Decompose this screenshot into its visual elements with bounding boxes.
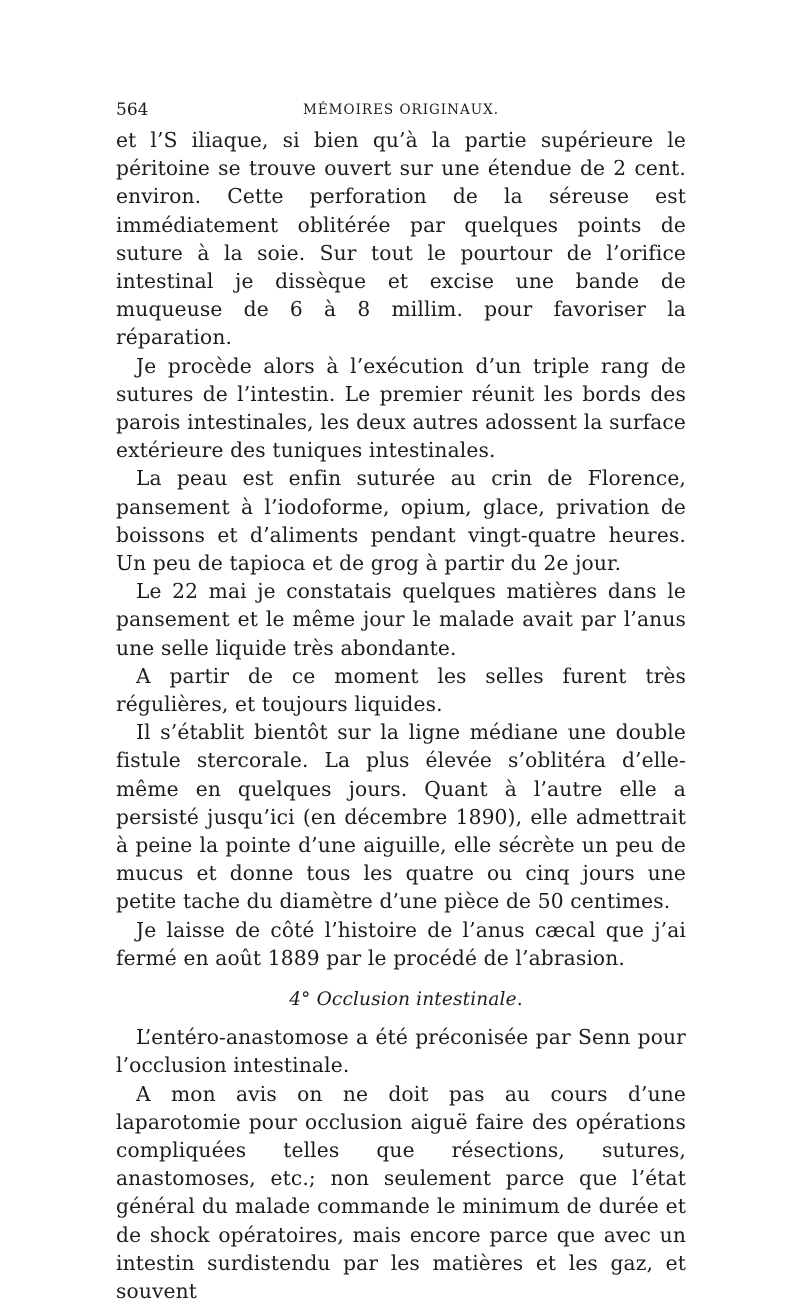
paragraph: A partir de ce moment les selles furent très régulières, et toujours liquides. xyxy=(116,662,686,718)
book-page xyxy=(116,98,686,1305)
paragraph: Le 22 mai je constatais quelques matières dans le pansement et le même jour le malade avait par l’anus une selle liquide très abondante. xyxy=(116,577,686,662)
paragraph: A mon avis on ne doit pas au cours d’une laparotomie pour occlusion aiguë faire des opérations compliquées telles que résections, sutures, anastomoses, etc.; non seulement parce que l’état général du malade commande le minimum de durée et de shock opératoires, mais encore parce que avec un intestin surdistendu par les matières et les gaz, et souvent xyxy=(116,1080,686,1305)
page-number: 564 xyxy=(116,98,148,122)
body-text xyxy=(116,126,686,1305)
paragraph: L’entéro-anastomose a été préconisée par Senn pour l’occlusion intestinale. xyxy=(116,1023,686,1079)
paragraph: Il s’établit bientôt sur la ligne médiane une double fistule stercorale. La plus élevée s’oblitéra d’elle-même en quelques jours. Quant à l’autre elle a persisté jusqu’ici (en décembre 1890), elle admettrait à peine la pointe d’une aiguille, elle sécrète un peu de mucus et donne tous les quatre ou cinq jours une petite tache du diamètre d’une pièce de 50 centimes. xyxy=(116,718,686,915)
paragraph: Je procède alors à l’exécution d’un triple rang de sutures de l’intestin. Le premier réunit les bords des parois intestinales, les deux autres adossent la surface extérieure des tuniques intestinales. xyxy=(116,352,686,465)
paragraph: et l’S iliaque, si bien qu’à la partie supérieure le péritoine se trouve ouvert sur une étendue de 2 cent. environ. Cette perforation de la séreuse est immédiatement oblitérée par quelques points de suture à la soie. Sur tout le pourtour de l’orifice intestinal je dissèque et excise une bande de muqueuse de 6 à 8 millim. pour favoriser la réparation. xyxy=(116,126,686,352)
paragraph: La peau est enfin suturée au crin de Florence, pansement à l’iodoforme, opium, glace, privation de boissons et d’aliments pendant vingt-quatre heures. Un peu de tapioca et de grog à partir du 2e jour. xyxy=(116,464,686,577)
running-head xyxy=(116,98,686,122)
section-heading: 4° Occlusion intestinale. xyxy=(116,988,686,1012)
paragraph: Je laisse de côté l’histoire de l’anus cæcal que j’ai fermé en août 1889 par le procédé de l’abrasion. xyxy=(116,916,686,972)
running-title: MÉMOIRES ORIGINAUX. xyxy=(116,98,686,122)
